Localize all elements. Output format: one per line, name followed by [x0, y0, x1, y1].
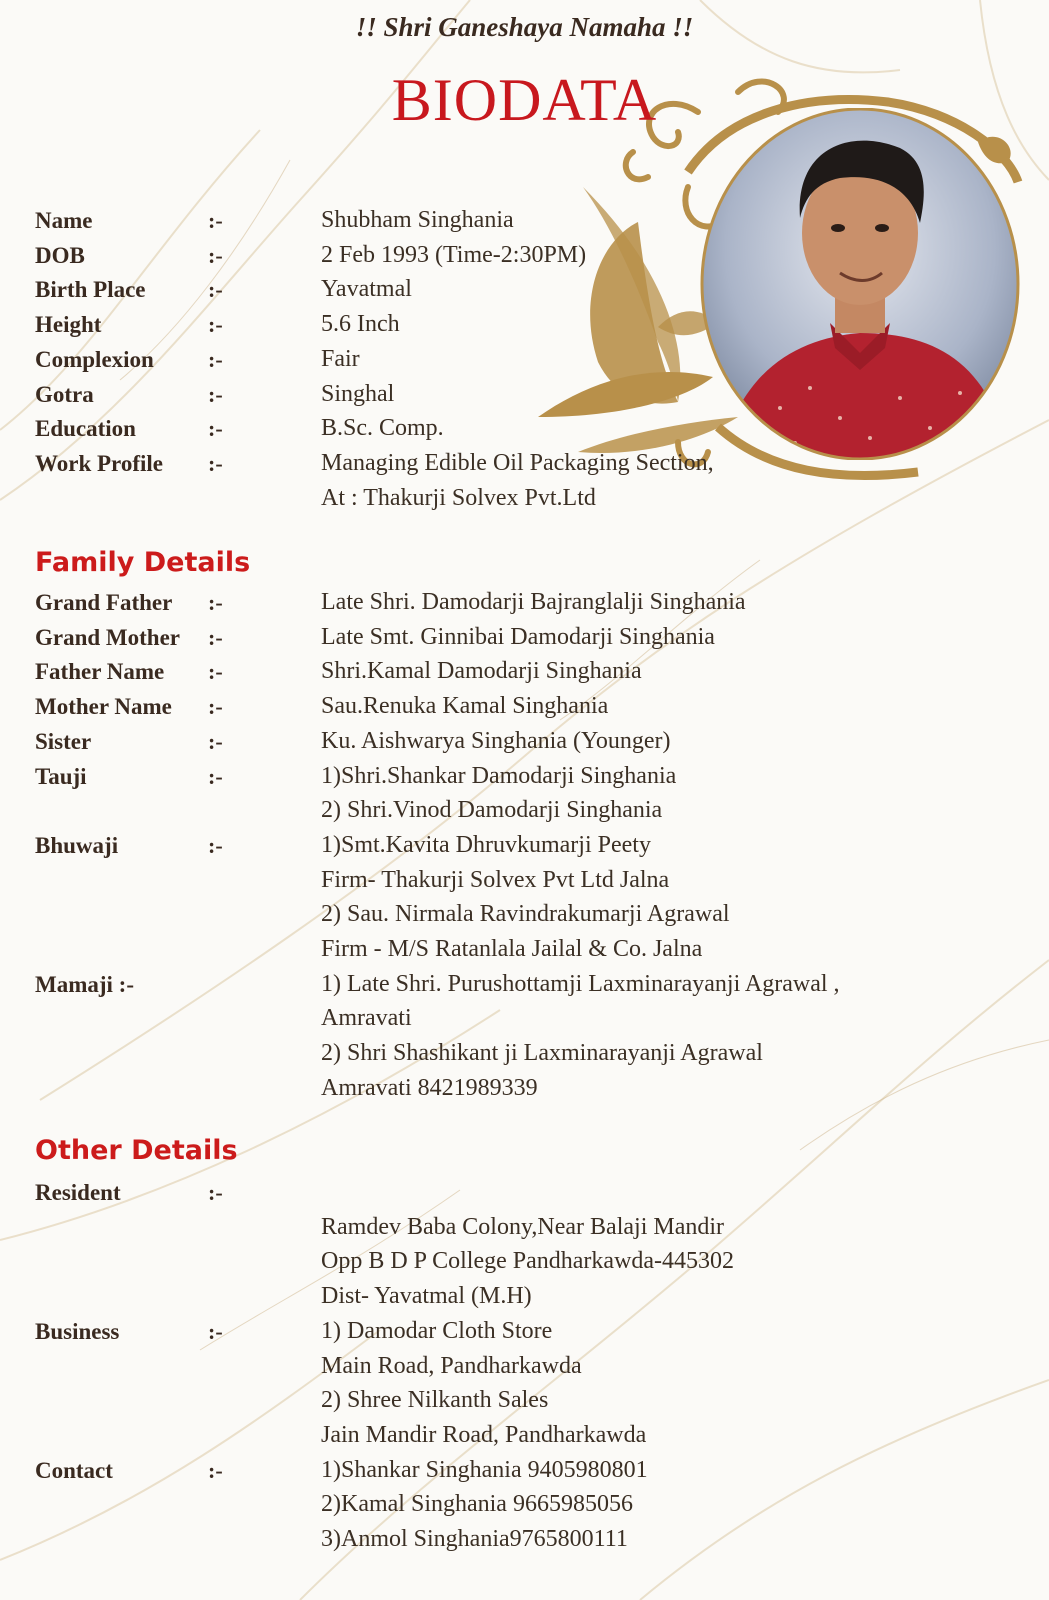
- detail-separator: :-: [208, 208, 223, 233]
- detail-label: Mother Name: [35, 694, 172, 720]
- detail-row: [0, 446, 1049, 481]
- detail-label: Father Name: [35, 659, 165, 685]
- detail-value: Amravati: [321, 1005, 412, 1032]
- detail-value: 2) Shree Nilkanth Sales: [321, 1387, 549, 1414]
- detail-row: [0, 1244, 1049, 1279]
- detail-value: Ku. Aishwarya Singhania (Younger): [321, 727, 671, 754]
- other-details-heading: Other Details: [35, 1135, 238, 1166]
- detail-label: Education: [35, 416, 136, 442]
- detail-value: At : Thakurji Solvex Pvt.Ltd: [321, 484, 596, 511]
- detail-row: [0, 1349, 1049, 1384]
- detail-separator: :-: [208, 763, 223, 789]
- detail-row: [0, 1279, 1049, 1314]
- detail-row: [0, 203, 1049, 238]
- detail-value: 1) Late Shri. Purushottamji Laxminarayanji Agrawal ,: [321, 970, 840, 997]
- detail-row: [0, 863, 1049, 898]
- detail-separator: :-: [208, 728, 223, 754]
- detail-row: [0, 1383, 1049, 1418]
- detail-row: [0, 689, 1049, 724]
- detail-value: 1)Smt.Kavita Dhruvkumarji Peety: [321, 831, 651, 858]
- detail-separator: :-: [208, 381, 223, 407]
- detail-label: Resident: [35, 1180, 121, 1205]
- detail-value: 1)Shankar Singhania 9405980801: [321, 1456, 648, 1483]
- detail-value: 1) Damodar Cloth Store: [321, 1317, 553, 1344]
- detail-row: [0, 481, 1049, 516]
- detail-value: Sau.Renuka Kamal Singhania: [321, 693, 609, 720]
- detail-value: 3)Anmol Singhania9765800111: [321, 1526, 628, 1552]
- detail-row: [0, 1314, 1049, 1349]
- detail-separator: :-: [208, 624, 223, 650]
- detail-row: [0, 967, 1049, 1002]
- detail-row: [0, 377, 1049, 412]
- detail-separator: :-: [208, 659, 223, 685]
- detail-value: Jain Mandir Road, Pandharkawda: [321, 1421, 647, 1448]
- detail-label: DOB: [35, 242, 85, 268]
- detail-separator: :-: [208, 346, 223, 372]
- detail-row: [0, 828, 1049, 863]
- detail-separator: :-: [208, 1180, 223, 1205]
- detail-value: Managing Edible Oil Packaging Section,: [321, 449, 714, 476]
- detail-label: Contact: [35, 1457, 113, 1483]
- detail-value: 2) Shri.Vinod Damodarji Singhania: [321, 797, 663, 824]
- detail-value: 2 Feb 1993 (Time-2:30PM): [321, 241, 587, 268]
- detail-value: Dist- Yavatmal (M.H): [321, 1283, 532, 1310]
- detail-value: 2) Sau. Nirmala Ravindrakumarji Agrawal: [321, 901, 730, 928]
- detail-label: Birth Place: [35, 277, 146, 303]
- detail-separator: :-: [208, 590, 223, 615]
- detail-row: [0, 1071, 1049, 1106]
- detail-row: [0, 724, 1049, 759]
- detail-label: Complexion: [35, 346, 154, 372]
- detail-value: B.Sc. Comp.: [321, 415, 444, 442]
- detail-label: Name: [35, 208, 93, 233]
- detail-row: [0, 307, 1049, 342]
- detail-label: Grand Father: [35, 590, 173, 615]
- detail-label: Sister: [35, 728, 92, 754]
- detail-separator: :-: [208, 242, 223, 268]
- detail-row: [0, 1522, 1049, 1557]
- detail-label: Tauji: [35, 763, 87, 789]
- detail-separator: :-: [208, 1318, 223, 1344]
- detail-value: Ramdev Baba Colony,Near Balaji Mandir: [321, 1213, 725, 1240]
- detail-separator: :-: [208, 312, 223, 338]
- detail-separator: :-: [208, 277, 223, 303]
- detail-label: Gotra: [35, 381, 94, 407]
- detail-separator: :-: [208, 694, 223, 720]
- detail-row: [0, 1036, 1049, 1071]
- detail-row: [0, 1210, 1049, 1245]
- family-details-heading: Family Details: [35, 547, 251, 578]
- detail-row: [0, 238, 1049, 273]
- detail-row: [0, 620, 1049, 655]
- detail-value: Late Shri. Damodarji Bajranglalji Singhania: [321, 589, 746, 615]
- detail-value: Opp B D P College Pandharkawda-445302: [321, 1248, 735, 1275]
- detail-value: Singhal: [321, 380, 395, 407]
- detail-row: [0, 1001, 1049, 1036]
- detail-row: [0, 342, 1049, 377]
- detail-label: Bhuwaji: [35, 832, 119, 858]
- detail-value: 5.6 Inch: [321, 311, 400, 338]
- detail-row: [0, 585, 1049, 620]
- detail-separator: :-: [208, 832, 223, 858]
- detail-label: Height: [35, 312, 102, 338]
- detail-separator: :-: [208, 450, 223, 476]
- detail-label: Work Profile: [35, 450, 163, 476]
- detail-label: Business: [35, 1318, 120, 1344]
- detail-value: Amravati 8421989339: [321, 1074, 538, 1101]
- detail-value: Yavatmal: [321, 276, 412, 303]
- detail-value: 2) Shri Shashikant ji Laxminarayanji Agrawal: [321, 1040, 763, 1067]
- detail-row: [0, 897, 1049, 932]
- detail-row: [0, 1418, 1049, 1453]
- detail-value: Main Road, Pandharkawda: [321, 1352, 582, 1379]
- detail-row: [0, 1453, 1049, 1488]
- page-title: BIODATA: [391, 67, 658, 133]
- detail-label: Grand Mother: [35, 624, 181, 650]
- detail-row: [0, 793, 1049, 828]
- detail-value: Shri.Kamal Damodarji Singhania: [321, 658, 642, 685]
- detail-row: [0, 1175, 1049, 1210]
- detail-row: [0, 411, 1049, 446]
- detail-separator: :-: [208, 416, 223, 442]
- detail-value: 1)Shri.Shankar Damodarji Singhania: [321, 762, 677, 789]
- invocation-text: !! Shri Ganeshaya Namaha !!: [355, 12, 694, 42]
- detail-value: 2)Kamal Singhania 9665985056: [321, 1491, 633, 1518]
- detail-value: Late Smt. Ginnibai Damodarji Singhania: [321, 623, 715, 650]
- detail-row: [0, 272, 1049, 307]
- detail-row: [0, 932, 1049, 967]
- detail-row: [0, 654, 1049, 689]
- detail-separator: :-: [208, 1457, 223, 1483]
- detail-row: [0, 1487, 1049, 1522]
- detail-value: Fair: [321, 345, 360, 372]
- detail-value: Shubham Singhania: [321, 207, 514, 233]
- detail-row: [0, 759, 1049, 794]
- detail-label: Mamaji :-: [35, 971, 134, 997]
- detail-value: Firm- Thakurji Solvex Pvt Ltd Jalna: [321, 866, 670, 893]
- detail-value: Firm - M/S Ratanlala Jailal & Co. Jalna: [321, 936, 703, 962]
